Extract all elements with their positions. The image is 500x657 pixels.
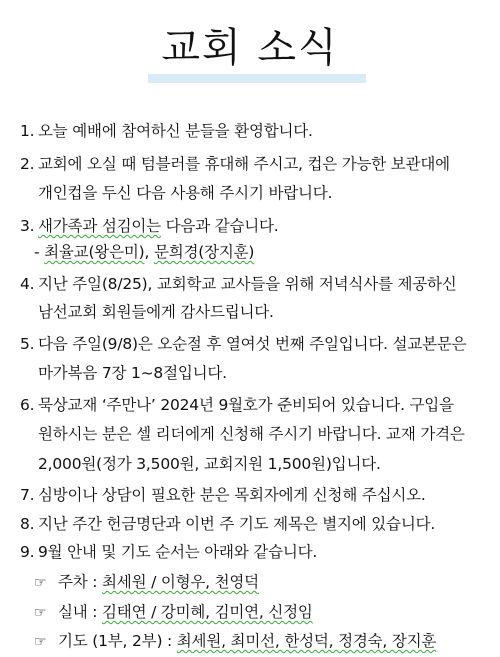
roster-prayer (20, 630, 436, 653)
roster-names: 김태연 / 강미혜, 김미연, 신정임 (102, 603, 313, 621)
notice-number: 2. (20, 155, 35, 173)
notice-text: 9월 안내 및 기도 순서는 아래와 같습니다. (38, 543, 318, 561)
notice-1 (20, 120, 313, 142)
title-highlight-bar (148, 74, 366, 83)
dash-prefix: - (34, 243, 45, 261)
roster-names: 최세원 / 이형우, 천영덕 (102, 573, 259, 591)
notice-text: 다음과 같습니다. (160, 217, 279, 235)
notice-7 (20, 484, 426, 506)
notice-9 (20, 541, 317, 563)
notice-text: 개인컵을 두신 다음 사용해 주시기 바랍니다. (38, 184, 333, 202)
notice-text: 오늘 예배에 참여하신 분들을 환영합니다. (38, 122, 313, 140)
roster-label: 실내 : (58, 603, 103, 621)
pointing-hand-icon: ☞ (34, 605, 47, 621)
notice-3 (20, 215, 279, 237)
roster-parking (20, 571, 259, 594)
page-title: 교회 소식 (161, 25, 339, 71)
notice-text: 원하시는 분은 셀 리더에게 신청해 주시기 바랍니다. 교재 가격은 (38, 425, 465, 443)
notice-6-cont-2 (20, 453, 381, 475)
notice-text: 마가복음 7장 1~8절입니다. (38, 364, 227, 382)
notice-text: 교회에 오실 때 텀블러를 휴대해 주시고, 컵은 가능한 보관대에 (38, 155, 450, 173)
pointing-hand-icon: ☞ (34, 634, 47, 650)
notice-4 (20, 273, 457, 295)
notice-5-cont (20, 362, 227, 384)
newcomer-name: 최율교(왕은미) (44, 243, 145, 261)
notice-text-underlined: 새가족과 섬김이는 (38, 217, 161, 235)
notice-text: 묵상교재 ‘주만나’ 2024년 9월호가 준비되어 있습니다. 구입을 (38, 396, 454, 414)
notice-text: 지난 주간 헌금명단과 이번 주 기도 제목은 별지에 있습니다. (38, 515, 436, 533)
notice-6-cont-1 (20, 423, 465, 445)
notice-text: 다음 주일(9/8)은 오순절 후 열여섯 번째 주일입니다. 설교본문은 (38, 335, 467, 353)
newcomer-name: 문희경(장지훈) (153, 243, 255, 261)
roster-names: 최세원, 최미선, 한성덕, 정경숙, 장지훈 (176, 632, 437, 650)
notice-number: 3. (20, 217, 35, 235)
notice-8 (20, 513, 435, 535)
notice-text: 남선교회 회원들에게 감사드립니다. (38, 303, 274, 321)
notice-4-cont (20, 301, 274, 323)
notice-number: 4. (20, 275, 35, 293)
notice-number: 5. (20, 335, 35, 353)
notice-3-sub (20, 241, 254, 263)
notice-number: 1. (20, 122, 35, 140)
notice-2-cont (20, 182, 332, 204)
notice-text: 2,000원(정가 3,500원, 교회지원 1,500원)입니다. (38, 455, 381, 473)
roster-label: 주차 : (58, 573, 103, 591)
notice-6 (20, 394, 454, 416)
roster-indoor (20, 601, 313, 624)
notice-number: 7. (20, 486, 35, 504)
notice-text: 지난 주일(8/25), 교회학교 교사들을 위해 저녁식사를 제공하신 (38, 275, 457, 293)
notice-number: 6. (20, 396, 35, 414)
notice-2 (20, 153, 450, 175)
notice-5 (20, 333, 466, 355)
notice-text: 심방이나 상담이 필요한 분은 목회자에게 신청해 주십시오. (38, 486, 426, 504)
title-block (0, 22, 500, 74)
roster-label: 기도 (1부, 2부) : (58, 632, 177, 650)
pointing-hand-icon: ☞ (34, 575, 47, 591)
separator: , (144, 243, 154, 261)
notice-number: 8. (20, 515, 35, 533)
notice-number: 9. (20, 543, 35, 561)
